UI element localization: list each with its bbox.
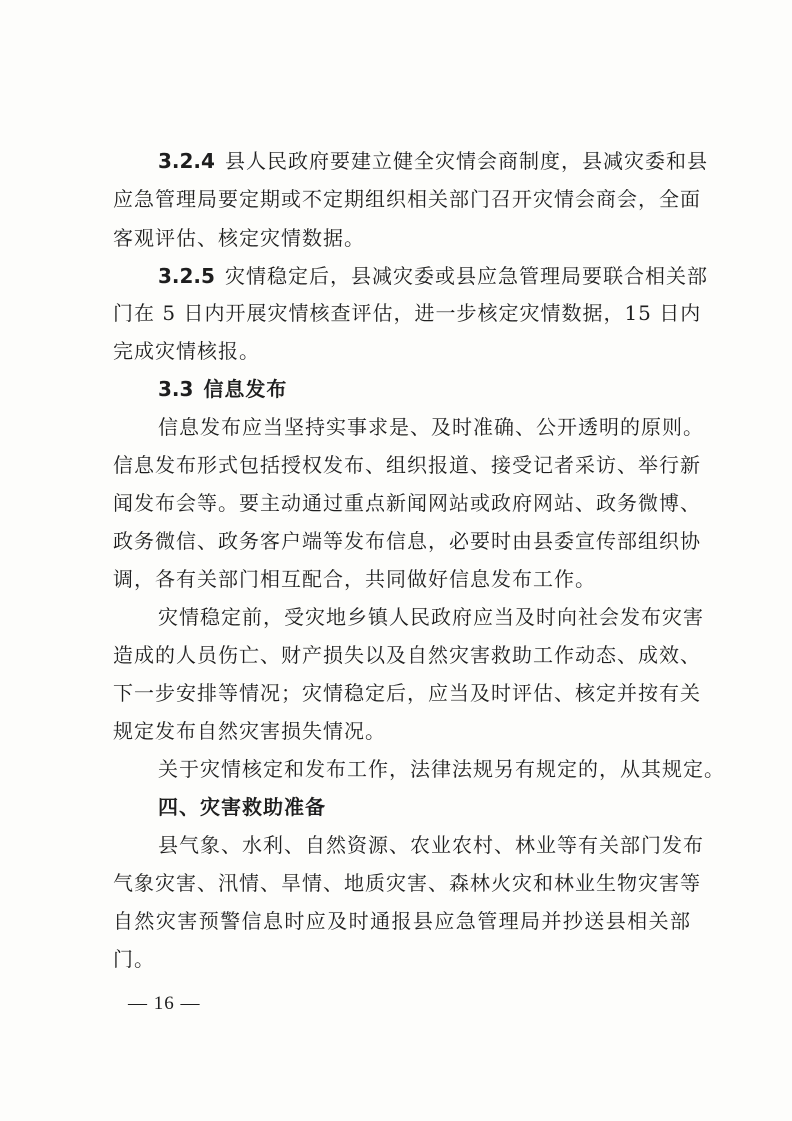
paragraph-3-2-4-line-3: 客观评估、核定灾情数据。 (113, 226, 365, 250)
paragraph-warning-line-4: 门。 (113, 947, 155, 971)
paragraph-disaster-line-2: 造成的人员伤亡、财产损失以及自然灾害救助工作动态、成效、 (113, 643, 701, 667)
paragraph-disaster-line-1: 灾情稳定前，受灾地乡镇人民政府应当及时向社会发布灾害 (158, 605, 704, 629)
paragraph-3-2-5-line-3: 完成灾情核报。 (113, 339, 260, 363)
paragraph-info-line-1: 信息发布应当坚持实事求是、及时准确、公开透明的原则。 (158, 415, 704, 439)
paragraph-3-2-5-line-1 (158, 264, 708, 288)
paragraph-law-line-1: 关于灾情核定和发布工作，法律法规另有规定的，从其规定。 (158, 757, 725, 781)
page-number: — 16 — (128, 993, 201, 1014)
paragraph-3-2-4-line-1 (158, 149, 708, 173)
paragraph-info-line-3: 闻发布会等。要主动通过重点新闻网站或政府网站、政务微博、 (113, 491, 701, 515)
paragraph-warning-line-1: 县气象、水利、自然资源、农业农村、林业等有关部门发布 (158, 833, 704, 857)
paragraph-warning-line-2: 气象灾害、汛情、旱情、地质灾害、森林火灾和林业生物灾害等 (113, 871, 701, 895)
section-number-3-2-4: 3.2.4 (158, 149, 215, 173)
chapter-heading-4: 四、灾害救助准备 (158, 795, 326, 819)
paragraph-3-2-4-line-2: 应急管理局要定期或不定期组织相关部门召开灾情会商会，全面 (113, 187, 701, 211)
paragraph-info-line-2: 信息发布形式包括授权发布、组织报道、接受记者采访、举行新 (113, 453, 701, 477)
section-title: 信息发布 (203, 377, 288, 401)
paragraph-disaster-line-3: 下一步安排等情况；灾情稳定后，应当及时评估、核定并按有关 (113, 681, 701, 705)
paragraph-text: 县人民政府要建立健全灾情会商制度，县减灾委和县 (224, 149, 708, 173)
section-heading-3-3 (158, 377, 287, 401)
paragraph-warning-line-3: 自然灾害预警信息时应及时通报县应急管理局并抄送县相关部 (113, 909, 691, 933)
paragraph-info-line-4: 政务微信、政务客户端等发布信息，必要时由县委宣传部组织协 (113, 529, 701, 553)
paragraph-text: 灾情稳定后，县减灾委或县应急管理局要联合相关部 (224, 264, 708, 288)
section-number-3-2-5: 3.2.5 (158, 264, 215, 288)
paragraph-info-line-5: 调，各有关部门相互配合，共同做好信息发布工作。 (113, 567, 596, 591)
paragraph-disaster-line-4: 规定发布自然灾害损失情况。 (113, 719, 386, 743)
section-number-3-3: 3.3 (158, 377, 194, 401)
paragraph-3-2-5-line-2: 门在 5 日内开展灾情核查评估，进一步核定灾情数据，15 日内 (113, 301, 702, 325)
